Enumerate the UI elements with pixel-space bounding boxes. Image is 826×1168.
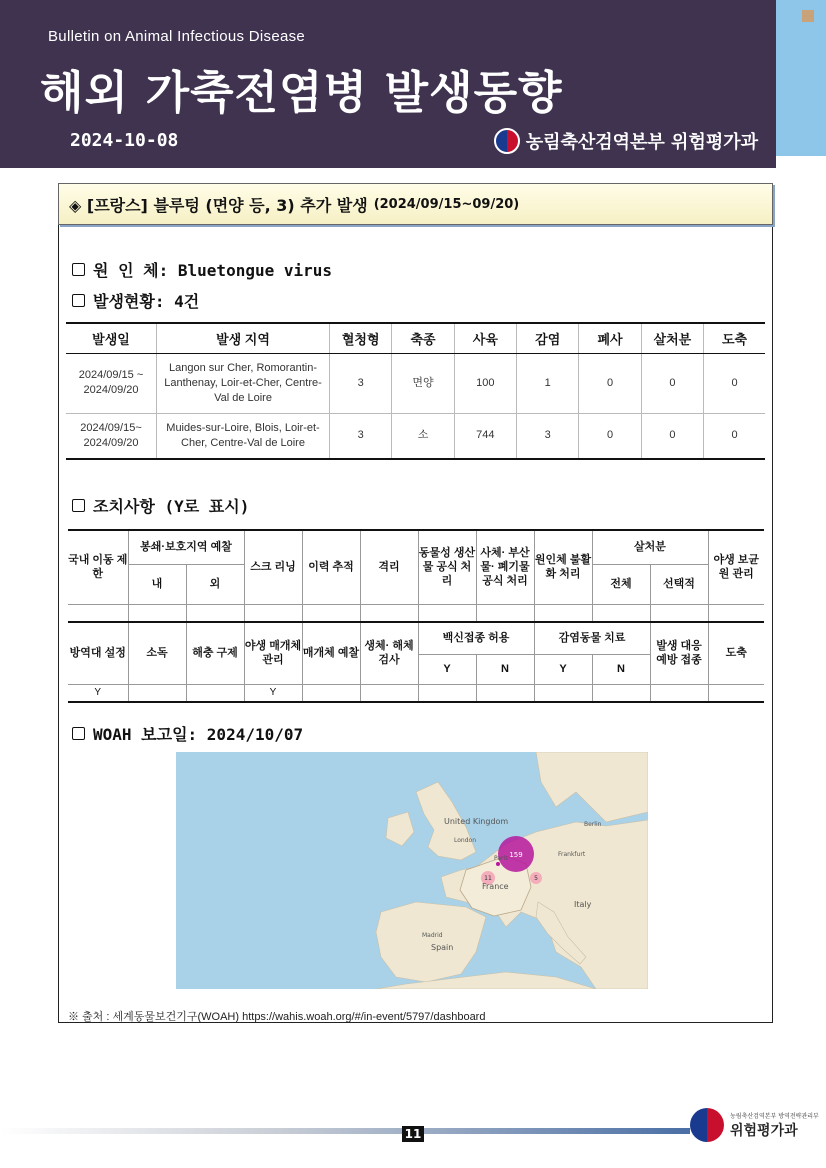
org-name	[494, 128, 758, 154]
taeguk-logo-icon	[690, 1108, 724, 1142]
measure-treatment: 감염동물 치료	[534, 622, 650, 654]
footer-line	[0, 1128, 690, 1134]
measure-zone-in: 내	[128, 564, 186, 604]
source-note: ※ 출처 : 세계동물보건기구(WOAH) https://wahis.woah.org/#/in-event/5797/dashboard	[68, 1011, 486, 1023]
col-header: 혈청형	[330, 323, 392, 353]
table-cell: Langon sur Cher, Romorantin-Lanthenay, Loir-et-Cher, Centre-Val de Loire	[157, 353, 330, 413]
measure-n: N	[592, 654, 650, 684]
table-cell	[418, 604, 476, 622]
table-cell	[128, 684, 186, 702]
cluster-a-label: 11	[484, 875, 492, 882]
map-label-paris: Paris	[494, 855, 509, 862]
col-header: 살처분	[641, 323, 703, 353]
topic-title: ◈ [프랑스] 블루텅 (면양 등, 3) 추가 발생	[69, 195, 368, 215]
pathogen-text: 원 인 체: Bluetongue virus	[93, 261, 333, 280]
measures-value-row-1	[68, 604, 764, 622]
table-cell	[476, 604, 534, 622]
issue-date: 2024-10-08	[70, 130, 179, 151]
measure-screening: 스크 리닝	[244, 530, 302, 604]
status-text: 발생현황: 4건	[93, 292, 200, 311]
outbreak-map	[176, 752, 648, 989]
col-header: 감염	[517, 323, 579, 353]
measure-vector-surv: 매개체 예찰	[302, 622, 360, 684]
col-header: 발생일	[66, 323, 157, 353]
map-label-spain: Spain	[431, 943, 454, 952]
footer-logo	[690, 1108, 819, 1142]
map-label-frankfurt: Frankfurt	[558, 851, 586, 858]
table-cell: 0	[579, 353, 641, 413]
table-cell	[128, 604, 186, 622]
table-cell	[360, 604, 418, 622]
table-cell	[534, 604, 592, 622]
measure-slaughter: 도축	[708, 622, 764, 684]
col-header: 발생 지역	[157, 323, 330, 353]
table-cell	[302, 684, 360, 702]
measure-cull-select: 선택적	[650, 564, 708, 604]
page-header	[0, 0, 776, 168]
table-cell	[650, 604, 708, 622]
measures-table	[68, 529, 764, 703]
table-cell: 면양	[392, 353, 454, 413]
table-cell	[68, 604, 128, 622]
table-cell: Muides-sur-Loire, Blois, Loir-et-Cher, Centre-Val de Loire	[157, 413, 330, 459]
measure-zone-out: 외	[186, 564, 244, 604]
measure-quarantine: 격리	[360, 530, 418, 604]
measure-culling: 살처분	[592, 530, 708, 564]
checkbox-icon	[72, 263, 85, 276]
table-cell	[592, 684, 650, 702]
table-cell: 0	[704, 413, 765, 459]
point-marker	[496, 862, 500, 866]
table-row	[66, 353, 765, 413]
map-label-france: France	[482, 882, 509, 891]
measure-prevention: 발생 대응 예방 접종	[650, 622, 708, 684]
map-svg	[176, 752, 648, 989]
map-label-uk: United Kingdom	[444, 817, 509, 826]
col-header: 사육	[454, 323, 516, 353]
measure-zone-setup: 방역대 설정	[68, 622, 128, 684]
table-cell	[708, 604, 764, 622]
measure-products: 동물성 생산물 공식 처리	[418, 530, 476, 604]
checkbox-icon	[72, 294, 85, 307]
org-label: 농림축산검역본부 위험평가과	[525, 132, 758, 153]
measure-disinfection: 소독	[128, 622, 186, 684]
measure-carcass: 사체· 부산물· 폐기물 공식 처리	[476, 530, 534, 604]
page-number: 11	[402, 1126, 424, 1142]
table-cell	[302, 604, 360, 622]
measure-biosample: 생체· 해체 검사	[360, 622, 418, 684]
col-header: 도축	[704, 323, 765, 353]
checkbox-icon	[72, 727, 85, 740]
table-cell: 744	[454, 413, 516, 459]
table-cell	[186, 604, 244, 622]
table-cell: 3	[330, 353, 392, 413]
woah-text: WOAH 보고일: 2024/10/07	[93, 725, 304, 744]
measures-heading	[72, 494, 249, 517]
side-strip	[776, 0, 826, 156]
measures-header-row-1	[68, 530, 764, 564]
map-label-madrid: Madrid	[422, 932, 443, 939]
topic-banner	[58, 183, 773, 225]
bulletin-subtitle: Bulletin on Animal Infectious Disease	[48, 28, 306, 45]
table-cell: 1	[517, 353, 579, 413]
measure-wildlife: 야생 보균원 관리	[708, 530, 764, 604]
measure-domestic: 국내 이동 제한	[68, 530, 128, 604]
table-cell: 2024/09/15 ~ 2024/09/20	[66, 353, 157, 413]
table-cell: 3	[330, 413, 392, 459]
measure-zone: 봉쇄·보호지역 예찰	[128, 530, 244, 564]
col-header: 축종	[392, 323, 454, 353]
table-cell: 0	[641, 413, 703, 459]
measure-wild-vector: 야생 매개체 관리	[244, 622, 302, 684]
checkbox-icon	[72, 499, 85, 512]
page-title: 해외 가축전염병 발생동향	[40, 66, 563, 119]
measure-tracing: 이력 추적	[302, 530, 360, 604]
corner-square	[802, 10, 814, 22]
footer-org-small: 농림축산검역본부 방역전략관리부	[730, 1112, 819, 1120]
footer-org-big: 위험평가과	[730, 1122, 798, 1139]
table-cell	[186, 684, 244, 702]
map-label-italy: Italy	[574, 900, 592, 909]
woah-line	[72, 722, 303, 745]
table-cell: 소	[392, 413, 454, 459]
table-cell	[244, 604, 302, 622]
topic-period: (2024/09/15~09/20)	[373, 196, 520, 212]
table-row	[66, 413, 765, 459]
table-cell	[708, 684, 764, 702]
measure-cull-all: 전체	[592, 564, 650, 604]
measures-value-row-2	[68, 684, 764, 702]
outbreak-table	[66, 322, 765, 460]
col-header: 폐사	[579, 323, 641, 353]
table-cell	[360, 684, 418, 702]
measures-header-row-3	[68, 622, 764, 654]
measure-inactivation: 원인체 불활화 처리	[534, 530, 592, 604]
table-cell: 0	[641, 353, 703, 413]
table-cell: 2024/09/15~ 2024/09/20	[66, 413, 157, 459]
table-cell	[592, 604, 650, 622]
table-cell: Y	[244, 684, 302, 702]
cluster-large-label: 159	[509, 851, 523, 859]
measures-title: 조치사항 (Y로 표시)	[93, 497, 250, 516]
table-cell	[534, 684, 592, 702]
table-header-row	[66, 323, 765, 353]
taeguk-logo-icon	[494, 128, 520, 154]
table-cell: 100	[454, 353, 516, 413]
status-line	[72, 289, 199, 312]
table-cell: 0	[579, 413, 641, 459]
measure-n: N	[476, 654, 534, 684]
measure-y: Y	[534, 654, 592, 684]
table-cell	[418, 684, 476, 702]
pathogen-line	[72, 258, 332, 281]
map-label-berlin: Berlin	[584, 821, 602, 828]
measure-vaccination: 백신접종 허용	[418, 622, 534, 654]
measure-y: Y	[418, 654, 476, 684]
cluster-b-label: 5	[534, 875, 538, 882]
table-cell: Y	[68, 684, 128, 702]
map-label-london: London	[454, 837, 476, 844]
measure-pest: 해충 구제	[186, 622, 244, 684]
table-cell	[476, 684, 534, 702]
table-cell: 0	[704, 353, 765, 413]
table-cell: 3	[517, 413, 579, 459]
table-cell	[650, 684, 708, 702]
